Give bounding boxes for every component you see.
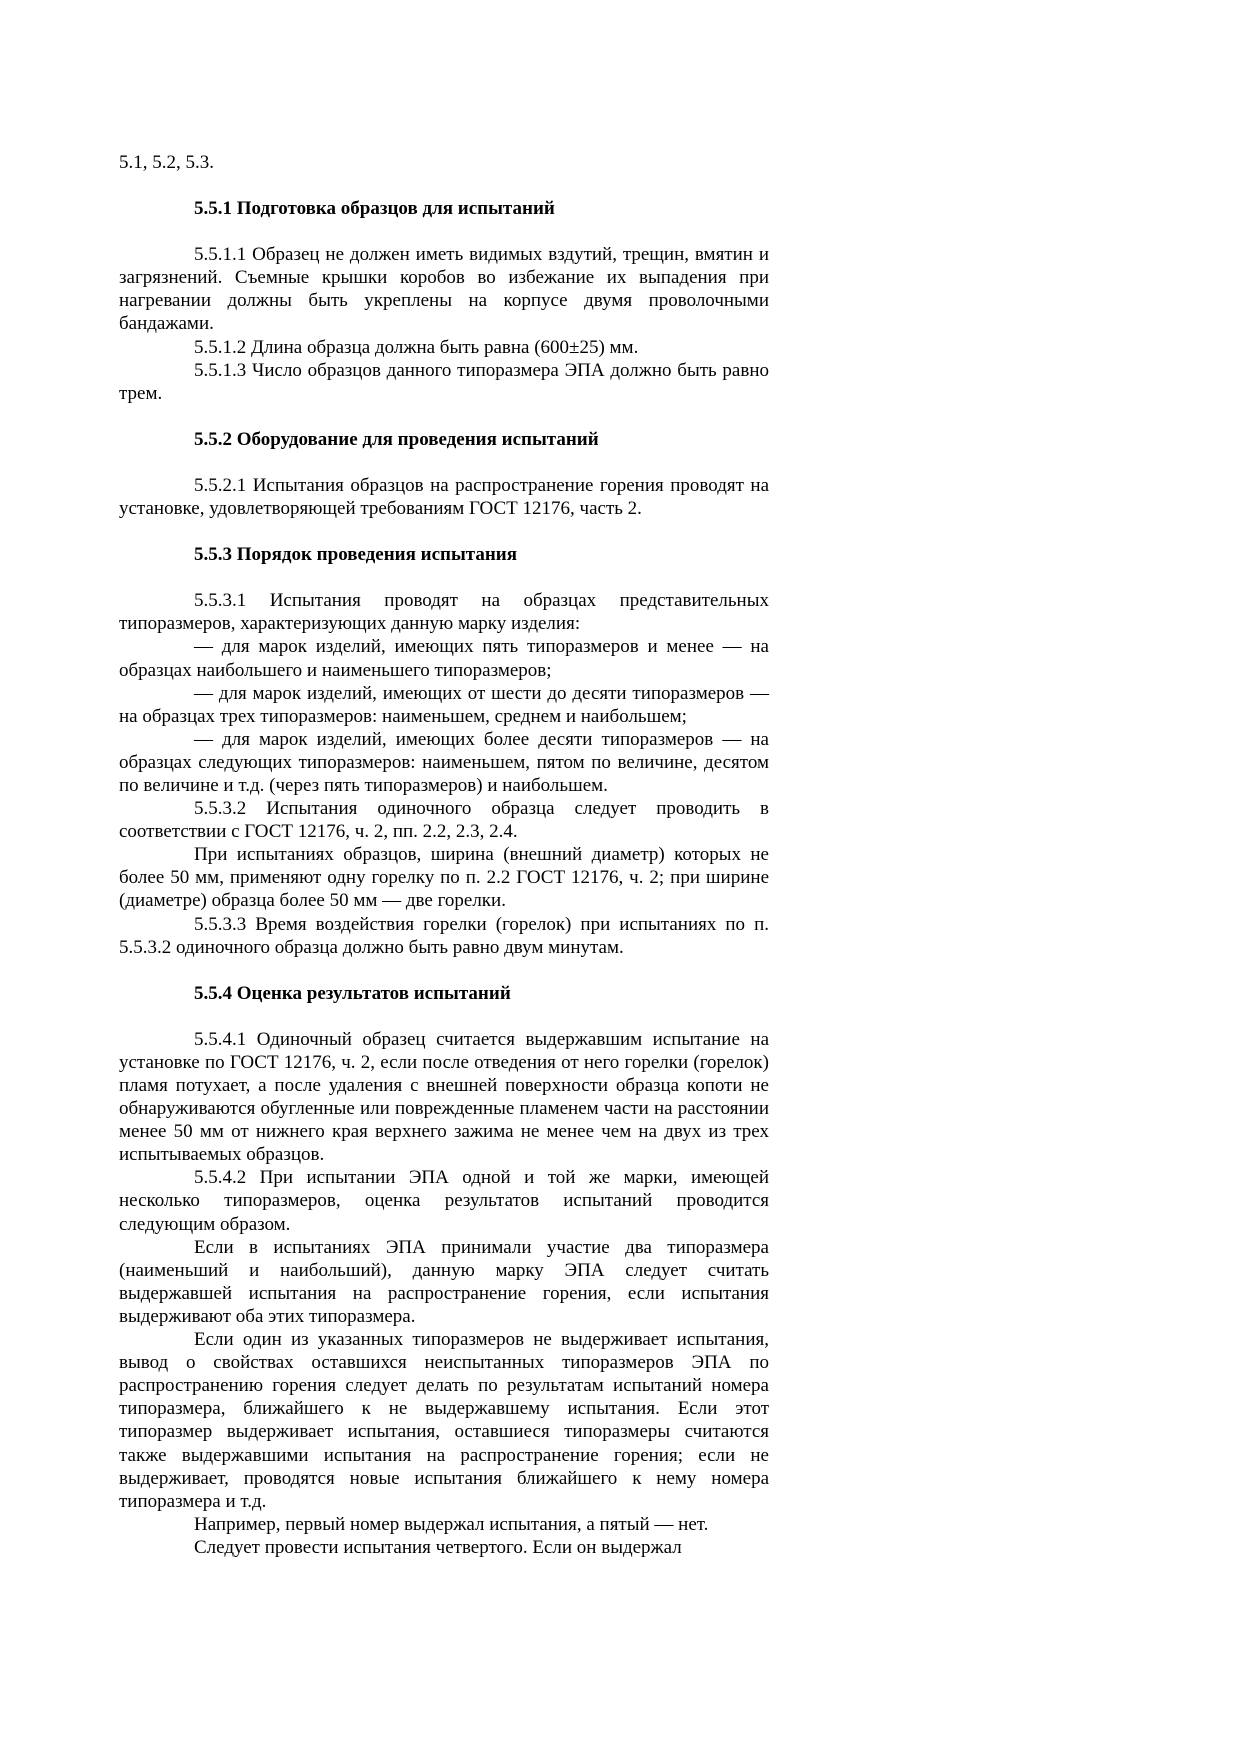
paragraph-5-5-3-1: 5.5.3.1 Испытания проводят на образцах представительных типоразмеров, характеризующих данную марку изделия: (119, 590, 769, 635)
document-body (119, 151, 769, 1559)
list-item-dash-1: — для марок изделий, имеющих пять типоразмеров и менее — на образцах наибольшего и наименьшего типоразмеров; (119, 636, 769, 681)
continuation-line: 5.1, 5.2, 5.3. (119, 152, 214, 173)
section-heading-5-5-1: 5.5.1 Подготовка образцов для испытаний (194, 198, 555, 220)
paragraph-5-5-3-3: 5.5.3.3 Время воздействия горелки (горелок) при испытаниях по п. 5.5.3.2 одиночного образца должно быть равно двум минутам. (119, 913, 769, 958)
paragraph-5-5-2-1: 5.5.2.1 Испытания образцов на распространение горения проводят на установке, удовлетворяющей требованиям ГОСТ 12176, часть 2. (119, 474, 769, 520)
paragraph-burner-rule: При испытаниях образцов, ширина (внешний диаметр) которых не более 50 мм, применяют одну горелку по п. 2.2 ГОСТ 12176, ч. 2; при ширине (диаметре) образца более 50 мм — две горелки. (119, 844, 769, 912)
section-heading-5-5-3: 5.5.3 Порядок проведения испытания (194, 544, 518, 566)
list-item-dash-3: — для марок изделий, имеющих более десяти типоразмеров — на образцах следующих типоразмеров: наименьшем, пятом по величине, десятом по величине и т.д. (через пять типоразмеров) и наибольшем. (119, 728, 769, 796)
paragraph-5-5-3-2: 5.5.3.2 Испытания одиночного образца следует проводить в соответствии с ГОСТ 12176, ч. 2, пп. 2.2, 2.3, 2.4. (119, 798, 769, 843)
paragraph-one-fails: Если один из указанных типоразмеров не выдерживает испытания, вывод о свойствах оставшихся неиспытанных типоразмеров ЭПА по распространению горения следует делать по результатам испытаний номера типоразмера, ближайшего к не выдержавшему испытания. Если этот типоразмер выдерживает испытания, оставшиеся типоразмеры считаются также выдержавшими испытания на распространение горения; если не выдерживает, проводятся новые испытания ближайшего к нему номера типоразмера и т.д. (119, 1329, 769, 1512)
paragraph-5-5-4-1: 5.5.4.1 Одиночный образец считается выдержавшим испытание на установке по ГОСТ 12176, ч. 2, если после отведения от него горелки (горелок) пламя потухает, а после удаления с внешней поверхности образца копоти не обнаруживаются обугленные или поврежденные пламенем части на расстоянии менее 50 мм от нижнего края верхнего зажима не менее чем на двух из трех испытываемых образцов. (119, 1028, 769, 1166)
paragraph-example: Например, первый номер выдержал испытания, а пятый — нет. (194, 1513, 709, 1535)
paragraph-fourth-test: Следует провести испытания четвертого. Если он выдержал (194, 1536, 682, 1558)
paragraph-5-5-1-2: 5.5.1.2 Длина образца должна быть равна (600±25) мм. (194, 336, 639, 358)
list-item-dash-2: — для марок изделий, имеющих от шести до десяти типоразмеров — на образцах трех типоразмеров: наименьшем, среднем и наибольшем; (119, 682, 769, 727)
paragraph-5-5-1-1: 5.5.1.1 Образец не должен иметь видимых вздутий, трещин, вмятин и загрязнений. Съемные крышки коробов во избежание их выпадения при нагревании должны быть укреплены на корпусе двумя проволочными бандажами. (119, 244, 769, 335)
section-heading-5-5-4: 5.5.4 Оценка результатов испытаний (194, 982, 511, 1004)
paragraph-two-sizes: Если в испытаниях ЭПА принимали участие два типоразмера (наименьший и наибольший), данную марку ЭПА следует считать выдержавшей испытания на распространение горения, если испытания выдерживают оба этих типоразмера. (119, 1236, 769, 1327)
paragraph-5-5-4-2: 5.5.4.2 При испытании ЭПА одной и той же марки, имеющей несколько типоразмеров, оценка результатов испытаний проводится следующим образом. (119, 1167, 769, 1235)
paragraph-5-5-1-3: 5.5.1.3 Число образцов данного типоразмера ЭПА должно быть равно трем. (119, 359, 769, 404)
section-heading-5-5-2: 5.5.2 Оборудование для проведения испытаний (194, 428, 599, 450)
